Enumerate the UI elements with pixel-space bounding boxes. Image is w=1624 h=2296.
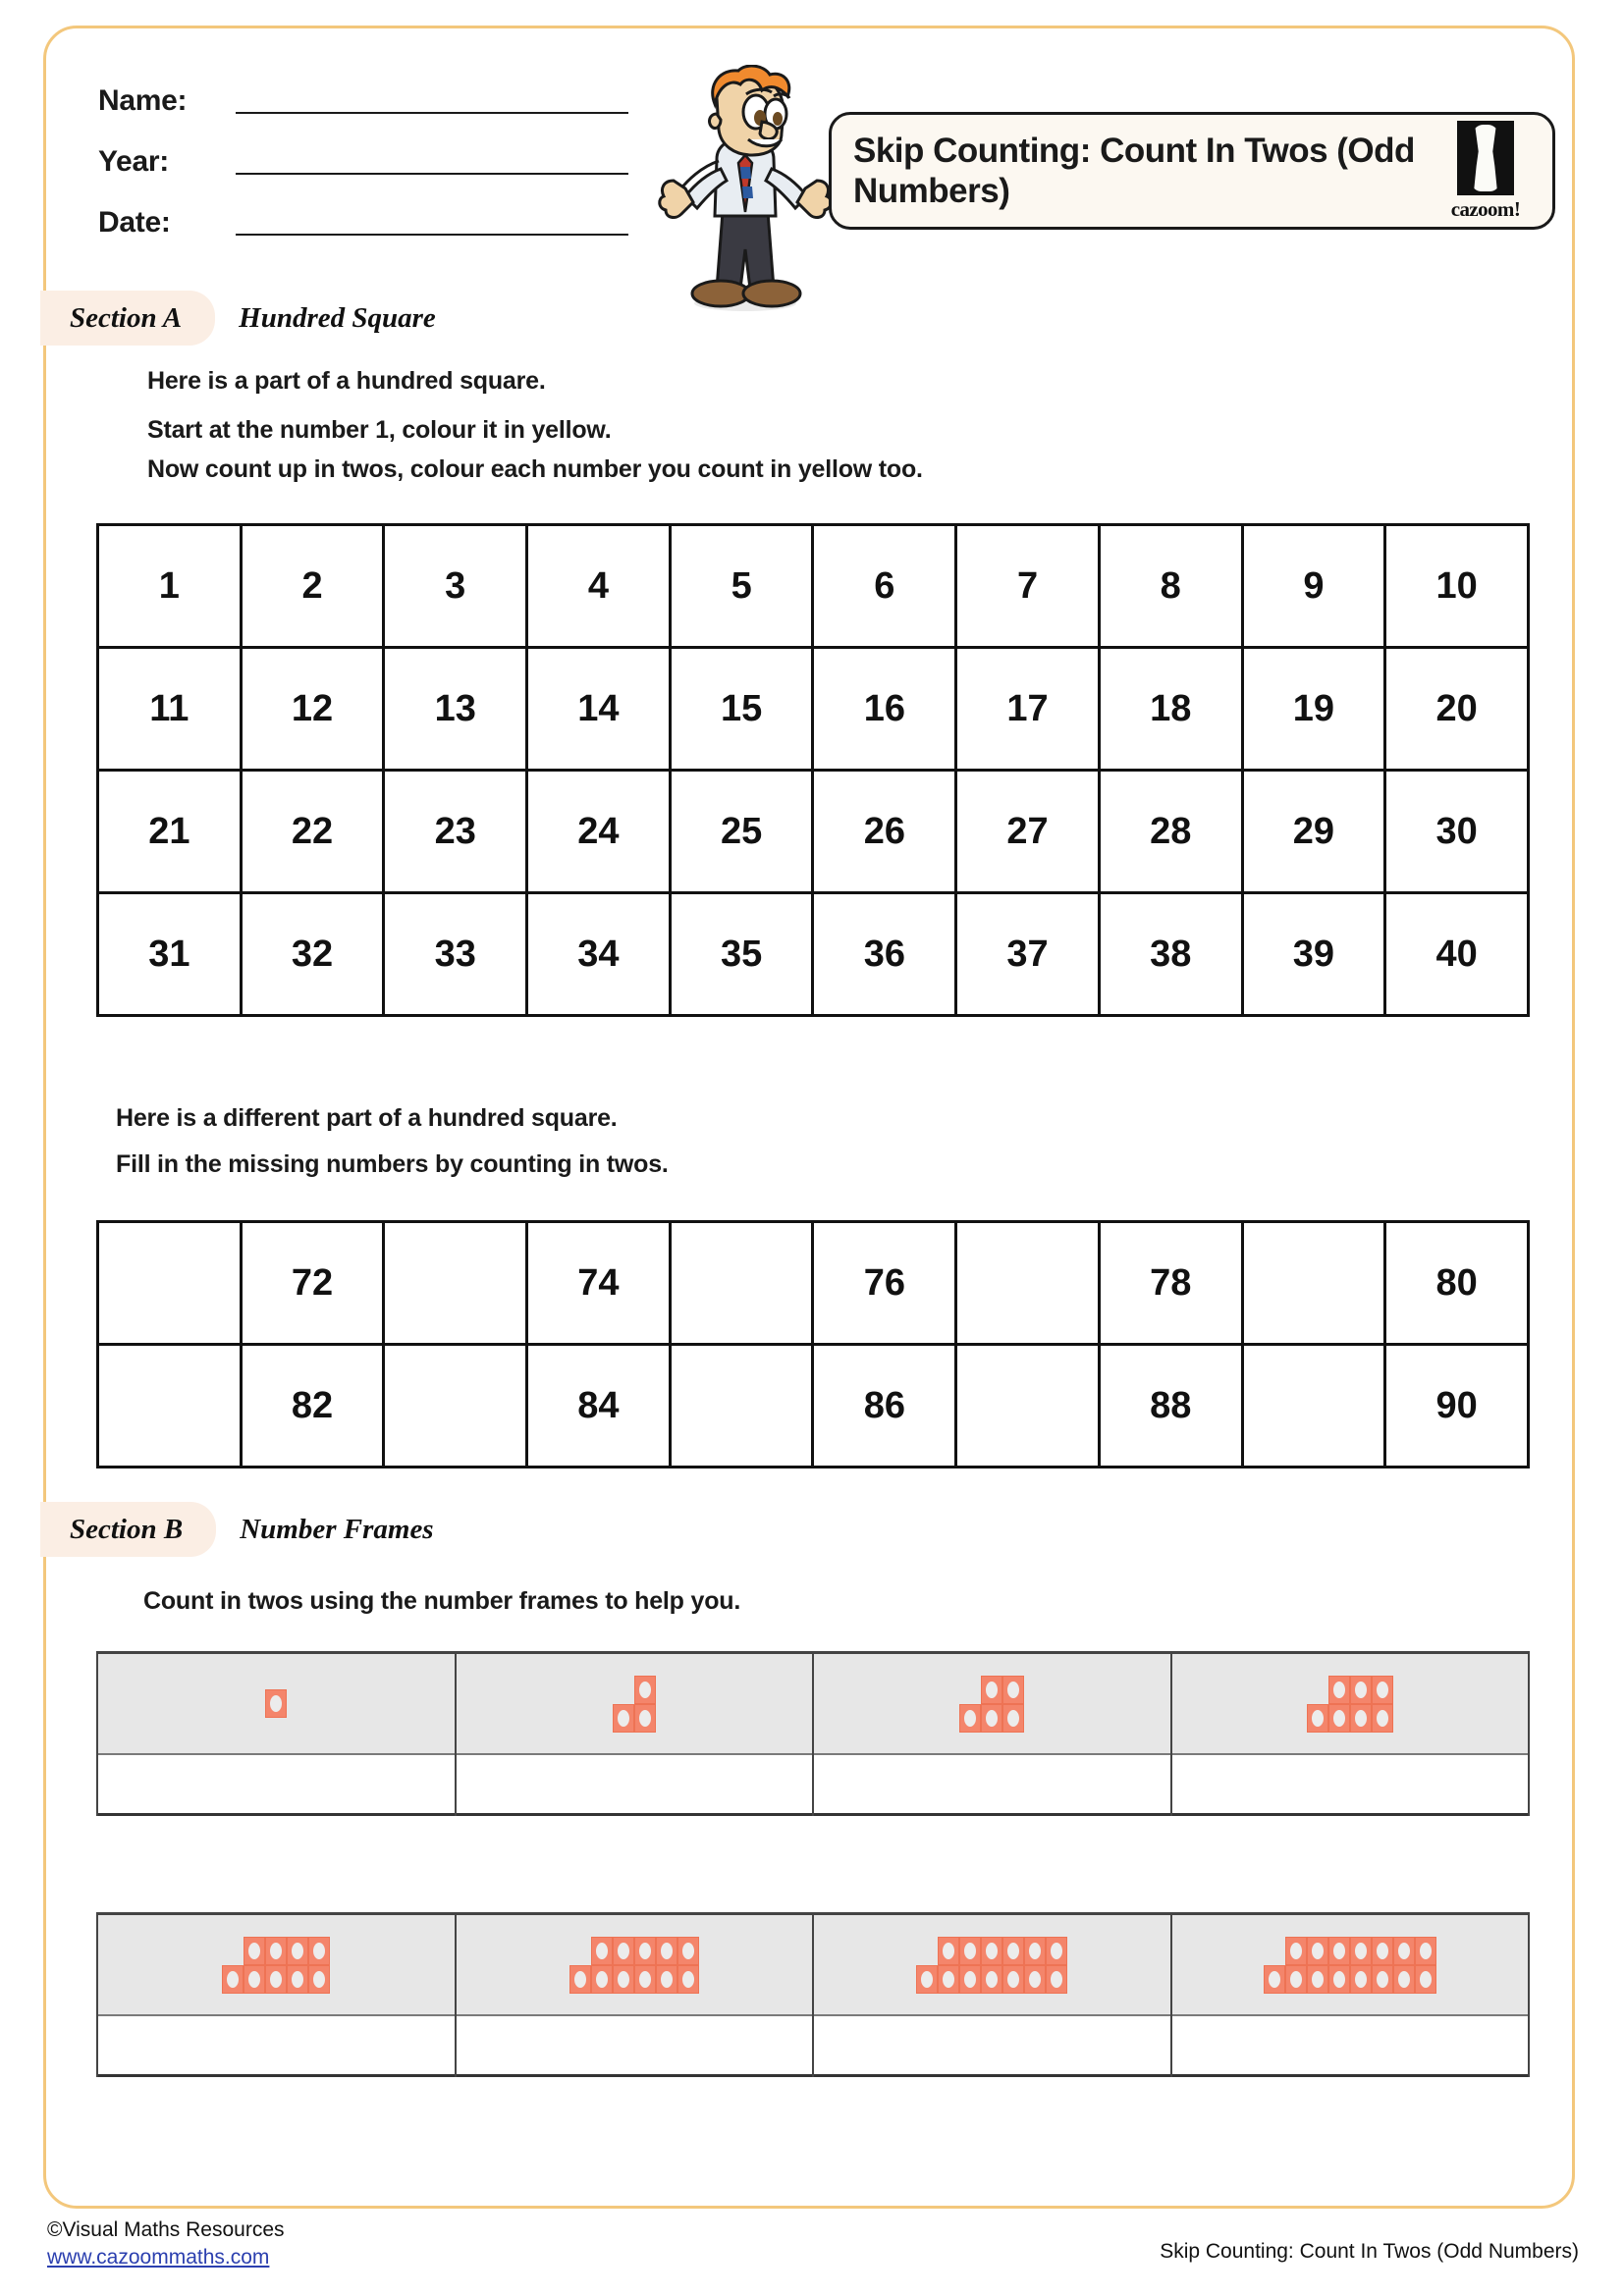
cube-icon xyxy=(1307,1965,1328,1994)
number-frame xyxy=(457,1915,815,2077)
hundred-square-cell: 23 xyxy=(385,772,528,894)
student-info-block xyxy=(98,63,648,245)
hundred-square-cell: 30 xyxy=(1386,772,1530,894)
cube-icon xyxy=(981,1965,1002,1994)
number-frame-blocks-icon xyxy=(1172,1654,1529,1755)
hundred-square-cell: 24 xyxy=(528,772,672,894)
date-label: Date: xyxy=(98,206,171,239)
cube-icon xyxy=(287,1965,308,1994)
number-frame-blocks-icon xyxy=(814,1915,1170,2016)
section-a-instruction-1: Here is a part of a hundred square. xyxy=(147,367,546,395)
section-b-topic: Number Frames xyxy=(240,1513,434,1545)
cube-icon xyxy=(1046,1937,1067,1965)
year-field-row xyxy=(98,124,648,185)
year-input-line[interactable] xyxy=(236,172,628,175)
hundred-square-cell: 9 xyxy=(1244,526,1387,649)
worksheet-title-card xyxy=(829,112,1555,230)
cube-icon xyxy=(938,1937,959,1965)
missing-number-cell: 72 xyxy=(243,1223,386,1346)
hundred-square-cell: 40 xyxy=(1386,894,1530,1017)
hundred-square-cell: 14 xyxy=(528,649,672,772)
cube-icon xyxy=(1024,1965,1046,1994)
cazoom-logo xyxy=(1440,120,1531,222)
cube-icon xyxy=(1307,1937,1328,1965)
cube-icon xyxy=(634,1676,656,1704)
hundred-square-cell: 22 xyxy=(243,772,386,894)
cube-icon xyxy=(959,1704,981,1733)
name-input-line[interactable] xyxy=(236,111,628,114)
missing-number-blank-cell[interactable] xyxy=(99,1223,243,1346)
cube-icon xyxy=(1285,1937,1307,1965)
hundred-square-cell: 39 xyxy=(1244,894,1387,1017)
cube-icon xyxy=(569,1965,591,1994)
number-frame xyxy=(98,1654,457,1816)
hundred-square-cell: 15 xyxy=(672,649,815,772)
section-b-pill xyxy=(40,1502,216,1557)
missing-number-cell: 84 xyxy=(528,1346,672,1468)
section-a-topic: Hundred Square xyxy=(239,301,436,334)
number-frame xyxy=(814,1654,1172,1816)
cube-icon xyxy=(1350,1676,1372,1704)
cube-icon xyxy=(265,1965,287,1994)
missing-number-blank-cell[interactable] xyxy=(672,1346,815,1468)
hundred-square-cell: 25 xyxy=(672,772,815,894)
missing-number-blank-cell[interactable] xyxy=(1244,1223,1387,1346)
hundred-square-cell: 5 xyxy=(672,526,815,649)
cube-icon xyxy=(287,1937,308,1965)
hundred-square-grid xyxy=(96,523,1530,1017)
section-b-label: Section B xyxy=(70,1513,184,1545)
section-a-header xyxy=(43,291,436,346)
hundred-square-cell: 33 xyxy=(385,894,528,1017)
number-frame-blocks-icon xyxy=(814,1654,1170,1755)
cube-icon xyxy=(1002,1704,1024,1733)
number-frame-answer-box[interactable] xyxy=(98,2016,455,2077)
cube-icon xyxy=(634,1965,656,1994)
cube-icon xyxy=(1372,1704,1393,1733)
missing-number-cell: 82 xyxy=(243,1346,386,1468)
hundred-square-cell: 27 xyxy=(957,772,1101,894)
cube-icon xyxy=(1307,1704,1328,1733)
footer-worksheet-title: Skip Counting: Count In Twos (Odd Numbers) xyxy=(1160,2240,1579,2263)
number-frame-answer-box[interactable] xyxy=(1172,2016,1529,2077)
cube-icon xyxy=(1328,1965,1350,1994)
number-frame xyxy=(1172,1654,1531,1816)
missing-number-cell: 74 xyxy=(528,1223,672,1346)
hundred-square-cell: 20 xyxy=(1386,649,1530,772)
cube-icon xyxy=(1350,1937,1372,1965)
cube-icon xyxy=(1372,1676,1393,1704)
hundred-square-cell: 4 xyxy=(528,526,672,649)
section-b-header xyxy=(43,1502,434,1557)
number-frame-answer-box[interactable] xyxy=(814,1755,1170,1816)
cube-icon xyxy=(1002,1965,1024,1994)
number-frame-blocks-icon xyxy=(457,1915,813,2016)
missing-number-cell: 88 xyxy=(1101,1346,1244,1468)
number-frame-blocks-icon xyxy=(98,1654,455,1755)
hundred-square-cell: 29 xyxy=(1244,772,1387,894)
cube-icon xyxy=(308,1965,330,1994)
number-frame xyxy=(814,1915,1172,2077)
number-frames-row-2 xyxy=(96,1912,1530,2077)
hundred-square-cell: 37 xyxy=(957,894,1101,1017)
copyright-text: ©Visual Maths Resources xyxy=(47,2218,285,2241)
cube-icon xyxy=(959,1965,981,1994)
hundred-square-cell: 2 xyxy=(243,526,386,649)
hundred-square-cell: 12 xyxy=(243,649,386,772)
missing-number-blank-cell[interactable] xyxy=(1244,1346,1387,1468)
hundred-square-cell: 31 xyxy=(99,894,243,1017)
cube-icon xyxy=(1328,1704,1350,1733)
cube-icon xyxy=(656,1965,677,1994)
cube-icon xyxy=(1002,1676,1024,1704)
cube-icon xyxy=(265,1689,287,1718)
cube-icon xyxy=(265,1937,287,1965)
cube-icon xyxy=(308,1937,330,1965)
cube-icon xyxy=(222,1965,244,1994)
cube-icon xyxy=(591,1965,613,1994)
number-frame-answer-box[interactable] xyxy=(814,2016,1170,2077)
hundred-square-cell: 19 xyxy=(1244,649,1387,772)
cube-icon xyxy=(1264,1965,1285,1994)
number-frame-blocks-icon xyxy=(457,1654,813,1755)
missing-number-cell: 80 xyxy=(1386,1223,1530,1346)
hundred-square-cell: 34 xyxy=(528,894,672,1017)
cube-icon xyxy=(677,1965,699,1994)
hundred-square-cell: 6 xyxy=(814,526,957,649)
hundred-square-cell: 16 xyxy=(814,649,957,772)
cube-icon xyxy=(916,1965,938,1994)
missing-number-blank-cell[interactable] xyxy=(957,1346,1101,1468)
hundred-square-cell: 11 xyxy=(99,649,243,772)
section-a-pill xyxy=(40,291,215,346)
cube-icon xyxy=(1350,1704,1372,1733)
cube-icon xyxy=(981,1676,1002,1704)
year-label: Year: xyxy=(98,145,169,178)
hundred-square-cell: 28 xyxy=(1101,772,1244,894)
section-a-instruction-2: Start at the number 1, colour it in yellow. xyxy=(147,416,612,444)
teacher-mascot-icon xyxy=(652,65,839,320)
missing-number-blank-cell[interactable] xyxy=(672,1223,815,1346)
worksheet-header xyxy=(43,26,1575,276)
missing-number-cell: 78 xyxy=(1101,1223,1244,1346)
cube-icon xyxy=(677,1937,699,1965)
cazoom-logo-mark-icon xyxy=(1457,121,1514,195)
missing-numbers-grid xyxy=(96,1220,1530,1468)
cube-icon xyxy=(1328,1676,1350,1704)
missing-number-cell: 90 xyxy=(1386,1346,1530,1468)
cube-icon xyxy=(656,1937,677,1965)
number-frame xyxy=(1172,1915,1531,2077)
missing-number-blank-cell[interactable] xyxy=(385,1346,528,1468)
hundred-square-cell: 26 xyxy=(814,772,957,894)
hundred-square-cell: 17 xyxy=(957,649,1101,772)
section-a-instruction-4: Here is a different part of a hundred square. xyxy=(116,1104,618,1132)
cube-icon xyxy=(1024,1937,1046,1965)
hundred-square-cell: 3 xyxy=(385,526,528,649)
hundred-square-cell: 10 xyxy=(1386,526,1530,649)
number-frame-blocks-icon xyxy=(1172,1915,1529,2016)
cube-icon xyxy=(1393,1937,1415,1965)
cube-icon xyxy=(613,1704,634,1733)
cube-icon xyxy=(1002,1937,1024,1965)
number-frame-answer-box[interactable] xyxy=(98,1755,455,1816)
hundred-square-cell: 32 xyxy=(243,894,386,1017)
missing-number-cell: 76 xyxy=(814,1223,957,1346)
hundred-square-cell: 21 xyxy=(99,772,243,894)
cube-icon xyxy=(1285,1965,1307,1994)
number-frame-answer-box[interactable] xyxy=(1172,1755,1529,1816)
cube-icon xyxy=(591,1937,613,1965)
missing-number-cell: 86 xyxy=(814,1346,957,1468)
hundred-square-cell: 18 xyxy=(1101,649,1244,772)
number-frame-blocks-icon xyxy=(98,1915,455,2016)
footer-left xyxy=(47,2216,285,2272)
date-input-line[interactable] xyxy=(236,233,628,236)
number-frames-row-1 xyxy=(96,1651,1530,1816)
cube-icon xyxy=(981,1704,1002,1733)
hundred-square-cell: 1 xyxy=(99,526,243,649)
cube-icon xyxy=(613,1965,634,1994)
section-a-instruction-3: Now count up in twos, colour each number you count in yellow too. xyxy=(147,455,923,483)
cube-icon xyxy=(1393,1965,1415,1994)
missing-number-blank-cell[interactable] xyxy=(957,1223,1101,1346)
number-frame xyxy=(98,1915,457,2077)
cube-icon xyxy=(1415,1965,1436,1994)
cube-icon xyxy=(1046,1965,1067,1994)
cube-icon xyxy=(1372,1937,1393,1965)
cube-icon xyxy=(1415,1937,1436,1965)
name-field-row xyxy=(98,63,648,124)
cube-icon xyxy=(613,1937,634,1965)
section-b-instruction: Count in twos using the number frames to help you. xyxy=(143,1587,741,1615)
cube-icon xyxy=(244,1937,265,1965)
section-a-label: Section A xyxy=(70,301,183,334)
missing-number-blank-cell[interactable] xyxy=(385,1223,528,1346)
number-frame-answer-box[interactable] xyxy=(457,1755,813,1816)
hundred-square-cell: 13 xyxy=(385,649,528,772)
hundred-square-cell: 8 xyxy=(1101,526,1244,649)
section-a-instruction-5: Fill in the missing numbers by counting in twos. xyxy=(116,1150,669,1178)
website-link[interactable]: www.cazoommaths.com xyxy=(47,2246,270,2269)
hundred-square-cell: 7 xyxy=(957,526,1101,649)
hundred-square-cell: 38 xyxy=(1101,894,1244,1017)
cube-icon xyxy=(634,1937,656,1965)
hundred-square-cell: 36 xyxy=(814,894,957,1017)
cube-icon xyxy=(1372,1965,1393,1994)
cube-icon xyxy=(1328,1937,1350,1965)
date-field-row xyxy=(98,185,648,245)
page-title: Skip Counting: Count In Twos (Odd Numbers) xyxy=(853,131,1415,210)
page-footer xyxy=(47,2216,1579,2285)
cube-icon xyxy=(244,1965,265,1994)
cazoom-logo-text: cazoom! xyxy=(1450,197,1521,221)
cube-icon xyxy=(938,1965,959,1994)
name-label: Name: xyxy=(98,84,188,117)
number-frame xyxy=(457,1654,815,1816)
cube-icon xyxy=(981,1937,1002,1965)
number-frame-answer-box[interactable] xyxy=(457,2016,813,2077)
hundred-square-cell: 35 xyxy=(672,894,815,1017)
cube-icon xyxy=(1350,1965,1372,1994)
missing-number-blank-cell[interactable] xyxy=(99,1346,243,1468)
cube-icon xyxy=(634,1704,656,1733)
cube-icon xyxy=(959,1937,981,1965)
